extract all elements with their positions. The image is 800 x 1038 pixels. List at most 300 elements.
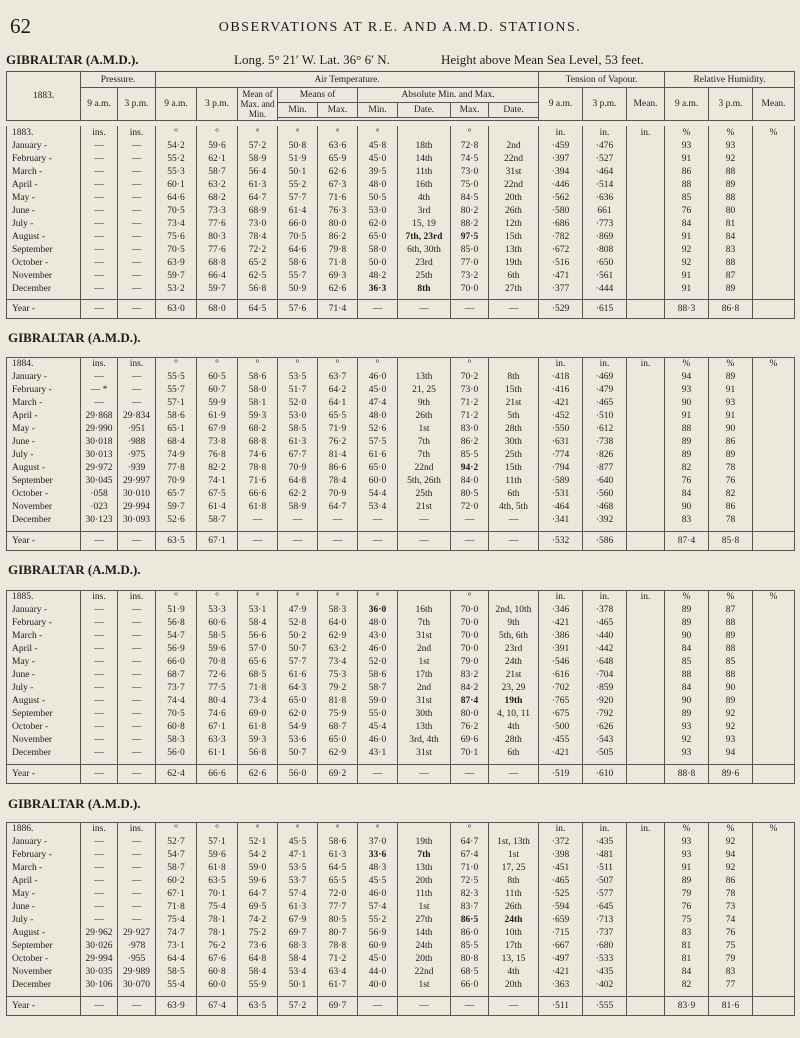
cell: 68·8 [238,436,278,449]
cell: 84 [665,488,709,501]
cell: 30·070 [118,979,156,992]
cell: ·455 [539,734,583,747]
cell: — [118,243,156,256]
cell: 91 [665,152,709,165]
cell: 54·4 [358,488,398,501]
cell: 75·3 [318,669,358,682]
cell: 20th [489,191,539,204]
cell: 63·7 [318,371,358,384]
cell: ° [197,126,238,139]
cell [627,747,665,760]
vapour-3pm-header: 3 p.m. [583,88,627,121]
cell: 59·7 [156,501,197,514]
cell: 89 [709,282,753,295]
cell [753,243,795,256]
table-row [7,966,795,979]
cell: 80·8 [451,953,489,966]
cell: 25th [489,449,539,462]
row-label: June - [12,670,35,680]
table-row [7,617,795,630]
cell: — [358,531,398,550]
cell: 76·8 [197,449,238,462]
cell: 74·7 [156,927,197,940]
cell: 80 [709,204,753,217]
cell: 4th [489,721,539,734]
cell: ins. [118,358,156,371]
cell: 45·4 [358,721,398,734]
cell: 58·4 [238,617,278,630]
cell: 91 [665,269,709,282]
cell: 67·1 [156,888,197,901]
cell: 89 [709,178,753,191]
cell [753,901,795,914]
cell [753,979,795,992]
cell: 83·0 [451,423,489,436]
cell: ° [318,823,358,836]
cell: in. [583,126,627,139]
abs-max-header: Max. [451,102,489,117]
cell: ·391 [539,643,583,656]
cell: 58·5 [156,966,197,979]
cell: 66·0 [451,979,489,992]
cell: 1st [489,849,539,862]
cell: 85·8 [709,531,753,550]
cell: 46·0 [358,888,398,901]
cell: 88 [665,669,709,682]
cell: 86·5 [451,914,489,927]
cell: 50·0 [358,256,398,269]
table-row [7,488,795,501]
cell: 37·0 [358,836,398,849]
cell: 90 [665,695,709,708]
row-label: May - [12,424,35,434]
cell: — [118,282,156,295]
cell: ·869 [583,230,627,243]
cell: ° [278,823,318,836]
cell: ·640 [583,475,627,488]
cell: 59·6 [197,139,238,152]
cell: — [118,643,156,656]
cell: 16th [398,178,451,191]
cell: 87 [709,269,753,282]
cell: ·464 [583,165,627,178]
cell: ·774 [539,449,583,462]
cell: 47·1 [278,849,318,862]
cell: 22nd [398,462,451,475]
cell [627,152,665,165]
cell: 74·2 [238,914,278,927]
cell [627,269,665,282]
cell: — [81,914,118,927]
cell: 55·9 [238,979,278,992]
cell: 70·0 [451,630,489,643]
cell: ° [451,591,489,604]
cell: ·648 [583,656,627,669]
cell: 74 [709,914,753,927]
cell: 54·2 [238,849,278,862]
cell: 61·9 [197,410,238,423]
cell: 79 [709,953,753,966]
cell: ins. [81,591,118,604]
cell: 661 [583,204,627,217]
row-label: January - [12,140,48,151]
cell: ·058 [81,488,118,501]
cell: 21st [489,397,539,410]
cell: 7th [398,849,451,862]
cell: 91 [709,384,753,397]
cell: 66·4 [197,269,238,282]
cell: 63·5 [238,996,278,1015]
cell: ·782 [539,230,583,243]
cell: 67·5 [197,488,238,501]
cell [753,217,795,230]
cell: 58·5 [197,630,238,643]
cell: — [118,901,156,914]
row-label: August - [12,928,45,938]
cell: ·421 [539,747,583,760]
cell [489,823,539,836]
cell: 70·0 [451,617,489,630]
cell: 16th [398,604,451,617]
cell: 64·7 [238,888,278,901]
cell: 55·0 [358,708,398,721]
cell: ·510 [583,410,627,423]
cell: 70·0 [451,282,489,295]
cell: ·507 [583,875,627,888]
cell: — [489,514,539,527]
cell: 82·2 [197,462,238,475]
cell: 66·0 [156,656,197,669]
cell: 64·8 [278,475,318,488]
units-row [7,126,795,139]
cell: 77·5 [197,682,238,695]
cell: 73·7 [156,682,197,695]
cell: 57·1 [156,397,197,410]
cell [627,282,665,295]
cell: 4th [398,191,451,204]
cell: — [118,721,156,734]
row-label: March - [12,631,43,641]
cell: % [753,591,795,604]
cell: — [81,862,118,875]
table-row [7,436,795,449]
cell: 65·0 [318,734,358,747]
cell: ° [238,591,278,604]
cell: — [81,996,118,1015]
cell: 67·6 [197,953,238,966]
cell: 60·1 [156,178,197,191]
cell: 64·0 [318,617,358,630]
cell [753,695,795,708]
cell: 85 [665,191,709,204]
cell [489,358,539,371]
cell [753,256,795,269]
cell: ·610 [583,764,627,783]
cell: ·421 [539,966,583,979]
cell: 71·6 [238,475,278,488]
cell: 65·6 [238,656,278,669]
cell: 58·7 [156,862,197,875]
cell: 89 [709,695,753,708]
cell [627,449,665,462]
cell: ·877 [583,462,627,475]
cell: ·737 [583,927,627,940]
cell: 84·0 [451,475,489,488]
cell [753,849,795,862]
cell: 82 [665,462,709,475]
cell: — [118,747,156,760]
table-row [7,734,795,747]
table-row [7,152,795,165]
cell: — [489,764,539,783]
cell: 78·1 [197,927,238,940]
cell: 76·2 [451,721,489,734]
cell: 11th [489,475,539,488]
cell [753,643,795,656]
means-min-header: Min. [278,102,318,117]
cell [753,204,795,217]
cell [627,204,665,217]
row-label: August - [12,231,45,242]
row-label: May - [12,657,35,667]
cell [753,371,795,384]
cell: 47·9 [278,604,318,617]
cell: % [709,591,753,604]
cell: 79·2 [318,682,358,695]
cell: ·421 [539,397,583,410]
cell: 19th [489,256,539,269]
cell: ·416 [539,384,583,397]
cell: ·378 [583,604,627,617]
row-label: October - [12,954,49,964]
cell [753,501,795,514]
cell: — [358,514,398,527]
cell: 97·5 [451,230,489,243]
cell: ·686 [539,217,583,230]
cell: ·738 [583,436,627,449]
cell: 50·1 [278,165,318,178]
cell [627,410,665,423]
means-max-header: Max. [318,102,358,117]
cell: 29·972 [81,462,118,475]
row-label: July - [12,218,34,229]
cell: 53·5 [278,371,318,384]
cell: 63·3 [197,734,238,747]
cell: 53·3 [197,604,238,617]
cell [753,397,795,410]
cell: 84 [665,682,709,695]
table-row [7,397,795,410]
row-label: November [12,735,53,745]
data-table-1886 [6,822,795,1016]
cell: ·397 [539,152,583,165]
cell: 21st [489,669,539,682]
cell: 4, 10, 11 [489,708,539,721]
cell: 80·4 [197,695,238,708]
cell: ·951 [118,423,156,436]
cell: 68·7 [318,721,358,734]
cell: 64·2 [318,384,358,397]
cell: — [118,178,156,191]
cell: 80·5 [318,914,358,927]
table-row [7,514,795,527]
cell: 72·5 [451,875,489,888]
cell: 62·6 [318,165,358,178]
row-label: 1885. [12,592,34,603]
cell: 93 [665,721,709,734]
cell: 50·2 [278,630,318,643]
cell: 73·6 [238,940,278,953]
cell: 81·6 [709,996,753,1015]
cell: 53·0 [358,204,398,217]
cell [753,191,795,204]
cell: 62·9 [318,630,358,643]
cell: 64·6 [278,243,318,256]
cell: 91 [665,410,709,423]
cell: — * [81,384,118,397]
cell: — [118,734,156,747]
cell: 62·5 [238,269,278,282]
cell [627,139,665,152]
table-row [7,721,795,734]
cell: 64·6 [156,191,197,204]
cell: 8th [398,282,451,295]
table-row [7,475,795,488]
cell: 58·7 [197,514,238,527]
cell: 88 [709,191,753,204]
cell [398,358,451,371]
row-label: October - [12,489,49,499]
cell: 9th [489,617,539,630]
cell: 15th [489,384,539,397]
cell: — [398,300,451,319]
cell [753,721,795,734]
cell: 60·9 [358,940,398,953]
cell: 43·0 [358,630,398,643]
cell: 48·3 [358,862,398,875]
cell: 5th, 6th [489,630,539,643]
section-heading: GIBRALTAR (A.M.D.). [8,562,141,577]
cell: — [81,371,118,384]
cell: 2nd, 10th [489,604,539,617]
cell: ·497 [539,953,583,966]
table-row [7,901,795,914]
cell [627,384,665,397]
cell: 65·0 [358,230,398,243]
cell: 54·9 [278,721,318,734]
cell: 86·6 [318,462,358,475]
table-row [7,630,795,643]
cell: ·525 [539,888,583,901]
cell: 46·0 [358,734,398,747]
data-table-1885 [6,590,795,784]
cell: ° [451,126,489,139]
cell: — [81,282,118,295]
cell: ·713 [583,914,627,927]
cell: ·560 [583,488,627,501]
cell: 88 [665,423,709,436]
cell: 94 [665,371,709,384]
row-label: June - [12,205,35,216]
cell: in. [539,591,583,604]
cell: ·511 [583,862,627,875]
cell: 40·0 [358,979,398,992]
cell: 87·4 [451,695,489,708]
cell: ·636 [583,191,627,204]
cell: 62·4 [156,764,197,783]
cell: 29·868 [81,410,118,423]
row-label: July - [12,450,34,460]
cell: 90 [709,682,753,695]
cell: 31st [398,695,451,708]
cell: ins. [81,358,118,371]
cell: 77 [709,979,753,992]
cell: 31st [489,165,539,178]
cell [753,269,795,282]
cell: 67·3 [318,178,358,191]
cell: 71·6 [318,191,358,204]
cell: 62·2 [278,488,318,501]
cell: — [118,849,156,862]
cell [627,849,665,862]
column-header [6,71,795,121]
cell [627,669,665,682]
cell: 79·8 [318,243,358,256]
cell: — [118,230,156,243]
cell: 86 [709,501,753,514]
cell: 45·0 [358,384,398,397]
cell: 26th [489,204,539,217]
cell: 58·3 [156,734,197,747]
cell: ·465 [583,397,627,410]
cell: 20th [489,979,539,992]
cell [627,996,665,1015]
cell [753,178,795,191]
cell: — [451,531,489,550]
cell: ·471 [539,269,583,282]
cell: 7th [398,436,451,449]
row-label: Year - [7,300,81,319]
cell [753,410,795,423]
table-row [7,462,795,475]
row-label: December [12,980,52,990]
cell: ·988 [118,436,156,449]
cell: 80·0 [318,217,358,230]
table-row [7,230,795,243]
cell: 36·0 [358,604,398,617]
cell: 93 [709,139,753,152]
table-row [7,217,795,230]
cell: 45·0 [358,152,398,165]
cell: 89 [709,371,753,384]
cell: in. [627,126,665,139]
cell: ·978 [118,940,156,953]
row-label: November [12,502,53,512]
cell [627,475,665,488]
row-label: April - [12,411,38,421]
cell: 72·8 [451,139,489,152]
cell: — [358,300,398,319]
cell: in. [583,823,627,836]
cell [753,488,795,501]
cell: 1st [398,979,451,992]
cell: 11th [489,888,539,901]
cell: ·532 [539,531,583,550]
cell [627,708,665,721]
cell: ·531 [539,488,583,501]
cell: 84 [665,966,709,979]
vapour-9am-header: 9 a.m. [539,88,583,121]
